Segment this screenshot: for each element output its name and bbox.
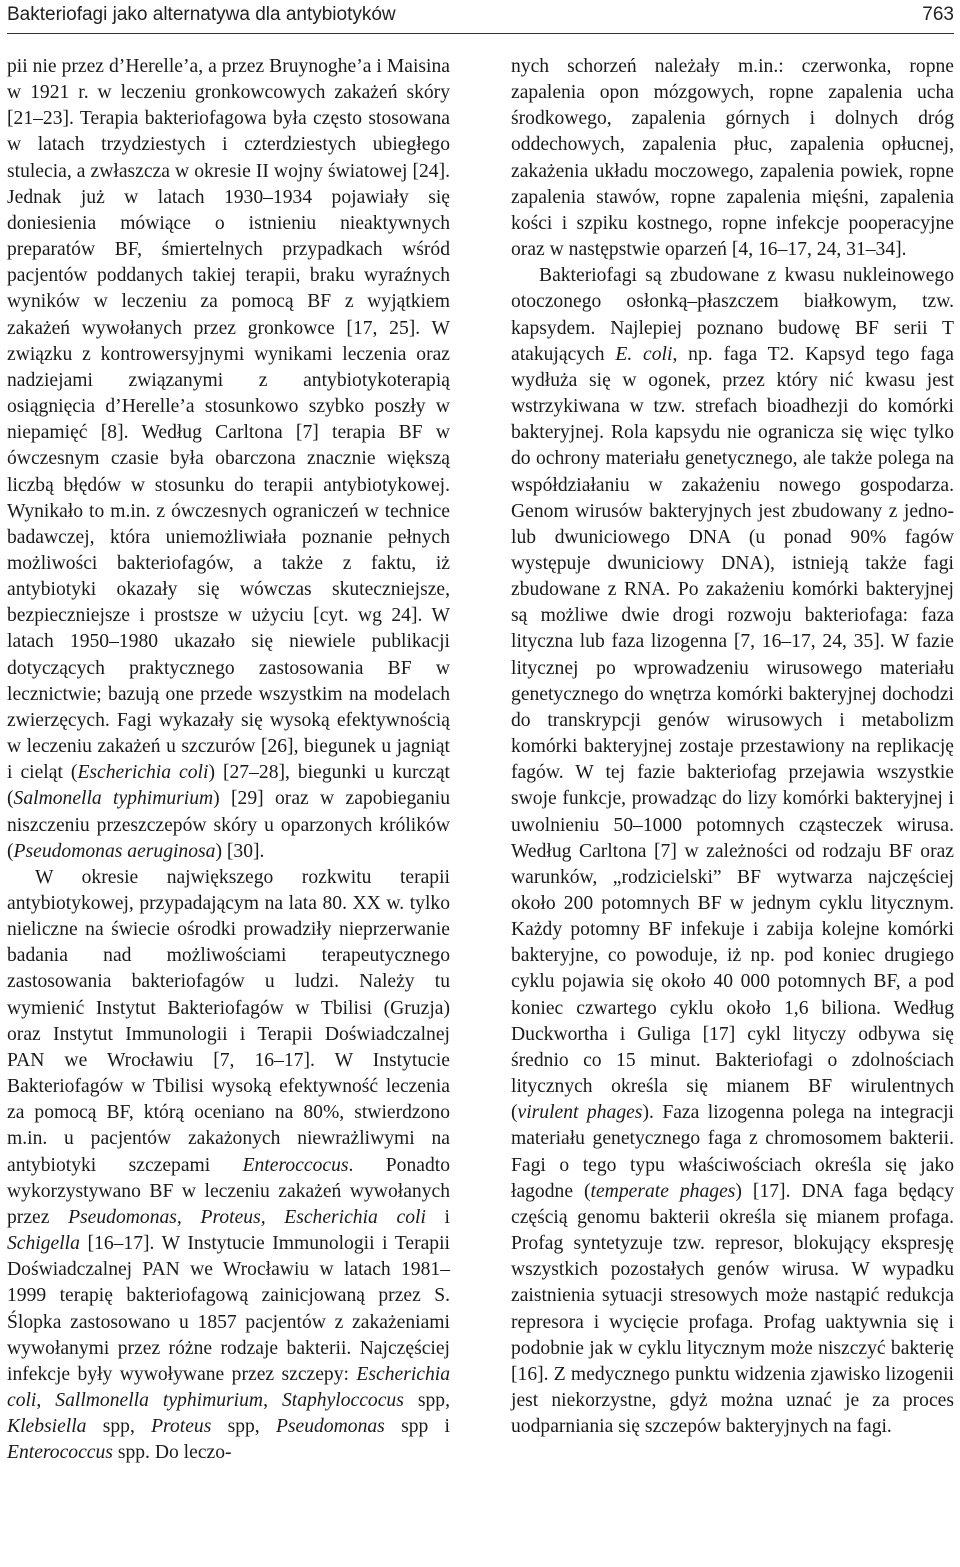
text-run: spp,: [211, 1416, 276, 1438]
species-name: Salmonella typhimurium: [13, 788, 214, 810]
left-paragraph-2: [7, 865, 450, 1467]
text-run: nych schorzeń należały m.in.: czerwonka, ropne zapalenia opon mózgowych, ropne zapalenia ucha środkowego, zapalenia górnych i dolnych dróg oddechowych, zapalenia płuc, zapalenia opłucnej, zakażenia układu moczowego, zapalenia powiek, ropne zapalenia stawów, ropne zapalenia mięśni, zapalenia kości i szpiku kostnego, ropne infekcje pooperacyjne oraz w następstwie oparzeń [4, 16–17, 24, 31–34].: [511, 56, 954, 261]
text-run: ). Faza lizogenna polega na integracji materiału genetycznego faga z chromosomem bakterii. Fagi o tego typu właściwościach określa się jako łagodne (: [511, 1102, 954, 1202]
right-paragraph-2: [511, 263, 954, 1440]
species-name: Schigella: [7, 1233, 80, 1255]
text-run: ) [27–28], biegunki u kurcząt (: [7, 762, 450, 810]
species-name: Escherichia coli: [7, 1363, 450, 1411]
text-run: ,: [36, 1389, 56, 1411]
text-run: spp,: [403, 1389, 450, 1411]
species-name: Pseudomonas, Proteus, Escherichia coli: [68, 1206, 426, 1228]
left-column: [7, 54, 450, 1466]
species-name: Pseudomonas: [275, 1416, 385, 1438]
header-rule: [7, 33, 954, 34]
text-run: i: [425, 1206, 450, 1228]
text-run: . Ponadto wykorzystywano BF w leczeniu zakażeń wywołanych przez: [7, 1154, 450, 1228]
term-italic: temperate phages: [590, 1180, 736, 1202]
text-run: spp i: [384, 1416, 450, 1438]
text-run: Bakteriofagi są zbudowane z kwasu nukleinowego otoczonego osłonką–płaszczem białkowym, tzw. kapsydem. Najlepiej poznano budowę BF serii T atakujących: [511, 265, 954, 365]
text-run: ) [29] oraz w zapobieganiu niszczeniu przeszczepów skóry u oparzonych królików (: [7, 788, 450, 862]
text-run: W okresie największego rozkwitu terapii antybiotykowej, przypadającym na lata 80. XX w. tylko nieliczne na świecie ośrodki prowadziły nieprzerwanie badania nad możliwościami terapeutycznego zastosowania bakteriofagów u ludzi. Należy tu wymienić Instytut Bakteriofagów w Tbilisi (Gruzja) oraz Instytut Immunologii i Terapii Doświadczalnej PAN we Wrocławiu [7, 16–17]. W Instytucie Bakteriofagów w Tbilisi wysoką efektywność leczenia za pomocą BF, którą oceniano na 80%, stwierdzono m.in. u pacjentów zakażonych niewrażliwymi na antybiotyki szczepami: [7, 866, 450, 1176]
left-paragraph-1: [7, 54, 450, 865]
text-run: ) [30].: [215, 840, 265, 862]
page-number: 763: [922, 4, 954, 25]
text-run: [16–17]. W Instytucie Immunologii i Terapii Doświadczalnej PAN we Wrocławiu w latach 1981–1999 terapię bakteriofagową zainicjowaną przez S. Ślopka zastosowano u 1857 pacjentów z zakażeniami wywołanymi przez różne rodzaje bakterii. Najczęściej infekcje były wywoływane przez szczepy:: [7, 1233, 450, 1385]
species-name: Sallmonella typhimurium: [55, 1389, 264, 1411]
species-name: Proteus: [151, 1416, 212, 1438]
running-title: Bakteriofagi jako alternatywa dla antybiotyków: [7, 4, 396, 25]
term-italic: virulent phages: [517, 1102, 643, 1124]
species-name: Staphyloccocus: [281, 1389, 404, 1411]
species-name: Enterococcus: [7, 1442, 113, 1464]
species-name: Enteroccocus: [242, 1154, 349, 1176]
text-run: ,: [263, 1389, 282, 1411]
right-column: [511, 54, 954, 1440]
species-name: Pseudomonas aeruginosa: [13, 840, 216, 862]
text-run: pii nie przez d’Herelle’a, a przez Bruynoghe’a i Maisina w 1921 r. w leczeniu gronkowcowych zakażeń skóry [21–23]. Terapia bakteriofagowa była często stosowana w latach trzydziestych i czterdziestych ubiegłego stulecia, a zwłaszcza w okresie II wojny światowej [24]. Jednak już w latach 1930–1934 pojawiały się doniesienia mówiące o istnieniu nieaktywnych preparatów BF, śmiertelnych przypadkach wśród pacjentów poddanych takiej terapii, braku wyraźnych wyników w leczeniu za pomocą BF z wyjątkiem zakażeń wywołanych przez gronkowce [17, 25]. W związku z kontrowersyjnymi wynikami leczenia oraz nadziejami związanymi z antybiotykoterapią osiągnięcia d’Herelle’a stosunkowo szybko poszły w niepamięć [8]. Według Carltona [7] terapia BF w ówczesnym czasie była obarczona znacznie większą liczbą błędów w stosunku do terapii antybiotykowej. Wynikało to m.in. z ówczesnych ograniczeń w technice badawczej, która uniemożliwiała poznanie pełnych możliwości bakteriofagów, a także z faktu, iż antybiotyki okazały się wówczas skuteczniejsze, bezpieczniejsze i prostsze w użyciu [cyt. wg 24]. W latach 1950–1980 ukazało się niewiele publikacji dotyczących praktycznego zastosowania BF w lecznictwie; bazują one przede wszystkim na modelach zwierzęcych. Fagi wykazały się wysoką efektywnością w leczeniu zakażeń u szczurów [26], biegunek u jagniąt i cieląt (: [7, 56, 450, 784]
text-run: ) [17]. DNA faga będący częścią genomu bakterii określa się mianem profaga. Profag syntetyzuje tzw. represor, blokujący ekspresję wszystkich pozostałych genów wirusa. W wypadku zaistnienia sytuacji stresowych może nastąpić redukcja represora i wycięcie profaga. Profag uaktywnia się i podobnie jak w cyklu litycznym może niszczyć bakterię [16]. Z medycznego punktu widzenia zjawisko lizogenii jest niekorzystne, gdyż można uznać je za proces uodparniania się szczepów bakteryjnych na fagi.: [511, 1180, 954, 1438]
running-head: [7, 0, 954, 30]
species-name: Klebsiella: [7, 1416, 87, 1438]
text-run: spp,: [86, 1416, 152, 1438]
species-name: Escherichia coli: [77, 762, 209, 784]
right-paragraph-1: [511, 54, 954, 263]
text-run: , np. faga T2. Kapsyd tego faga wydłuża się w ogonek, przez który nić kwasu jest wstrzykiwana w tzw. strefach bioadhezji do komórki bakteryjnej. Rola kapsydu nie ogranicza się więc tylko do ochrony materiału genetycznego, ale także polega na współdziałaniu w zakażeniu nowego gospodarza. Genom wirusów bakteryjnych jest zbudowany z jedno- lub dwuniciowego DNA (u ponad 90% fagów występuje dwuniciowy DNA), istnieją także fagi zbudowane z RNA. Po zakażeniu komórki bakteryjnej są możliwe dwie drogi rozwoju bakteriofaga: faza lityczna lub faza lizogenna [7, 16–17, 24, 35]. W fazie litycznej po wprowadzeniu wirusowego materiału genetycznego do wnętrza komórki bakteryjnej dochodzi do transkrypcji genów wirusowych i metabolizm komórki bakteryjnej zostaje przestawiony na replikację fagów. W tej fazie bakteriofag przejawia wszystkie swoje funkcje, prowadząc do lizy komórki bakteryjnej i uwolnieniu 50–1000 potomnych cząsteczek wirusa. Według Carltona [7] w zależności od rodzaju BF oraz warunków, „rodzicielski” BF wytwarza najczęściej około 200 potomnych BF w jednym cyklu litycznym. Każdy potomny BF infekuje i zabija kolejne komórki bakteryjne, co powoduje, iż np. pod koniec drugiego cyklu pojawia się około 40 000 potomnych BF, a pod koniec czwartego cyklu około 1,6 biliona. Według Duckwortha i Guliga [17] cykl lityczy odbywa się średnio co 15 minut. Bakteriofagi o zdolnościach litycznych określa się mianem BF wirulentnych (: [511, 343, 954, 1124]
species-name: E. coli: [615, 343, 673, 365]
text-run: spp. Do leczo-: [112, 1442, 232, 1464]
